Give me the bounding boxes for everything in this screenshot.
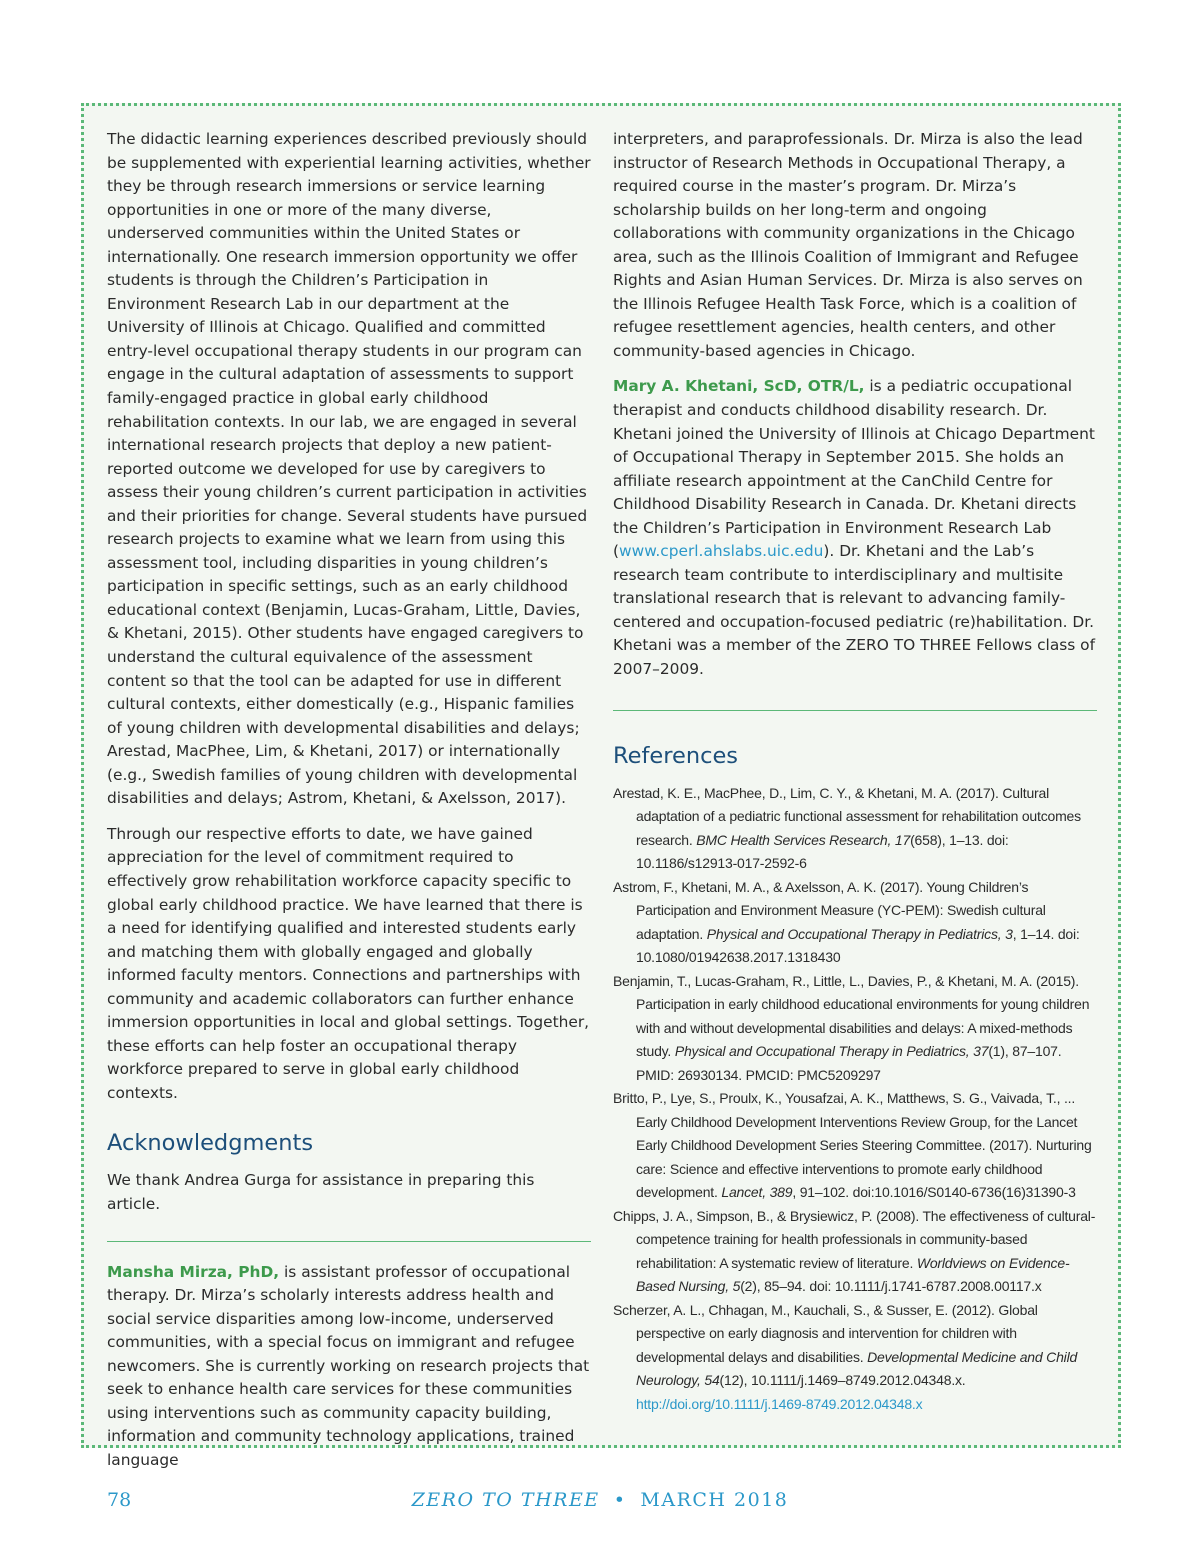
- author-name-khetani: Mary A. Khetani, ScD, OTR/L,: [613, 377, 865, 396]
- reference-text: Astrom, F., Khetani, M. A., & Axelsson, A. K. (2017). Young Children’s Participation and Environment Measure (YC-PEM): Swedish cultural adaptation.: [613, 878, 1046, 942]
- section-divider: [107, 1241, 591, 1242]
- reference-text: Chipps, J. A., Simpson, B., & Brysiewicz, P. (2008). The effectiveness of cultural-competence training for health professionals in community-based rehabilitation: A systematic review of literature.: [613, 1207, 1096, 1271]
- acknowledgments-heading: Acknowledgments: [107, 1130, 314, 1157]
- body-paragraph: Through our respective efforts to date, we have gained appreciation for the level of commitment required to effectively grow rehabilitation workforce capacity specific to global early childhood practice. We have learned that there is a need for identifying qualified and interested students early and matching them with globally engaged and globally informed faculty mentors. Connections and partnerships with community and academic collaborators can further enhance immersion opportunities in local and global settings. Together, these efforts can help foster an occupational therapy workforce prepared to serve in global early childhood contexts.: [107, 824, 590, 1102]
- acknowledgments-text: We thank Andrea Gurga for assistance in preparing this article.: [107, 1171, 535, 1213]
- page-footer: [0, 1489, 1200, 1519]
- bullet-separator: •: [613, 1489, 627, 1511]
- section-divider: [613, 710, 1097, 711]
- reference-text: Scherzer, A. L., Chhagan, M., Kauchali, S., & Susser, E. (2012). Global perspective on early diagnosis and intervention for children with developmental delays and disabilities.: [613, 1301, 1038, 1365]
- reference-text: (12), 10.1111/j.1469–8749.2012.04348.x.: [719, 1372, 966, 1389]
- author-bio-text: ). Dr. Khetani and the Lab’s research team contribute to interdisciplinary and multisite translational research that is relevant to advancing family-centered and occupation-focused pediatric (re)habilitation. Dr. Khetani was a member of the ZERO TO THREE Fellows class of 2007–2009.: [613, 542, 1096, 679]
- reference-entry: [613, 1205, 1097, 1299]
- reference-source: Developmental Medicine and Child Neurology, 54: [636, 1348, 1078, 1389]
- reference-entry: [613, 1299, 1097, 1417]
- author-bio-mirza: [107, 1261, 591, 1473]
- left-column: [107, 128, 591, 1484]
- reference-source: Physical and Occupational Therapy in Pediatrics, 37: [674, 1043, 989, 1060]
- author-bio-text: is a pediatric occupational therapist and conducts childhood disability research. Dr. Khetani joined the University of Illinois at Chicago Department of Occupational Therapy in September 2015. She holds an affiliate research appointment at the CanChild Centre for Childhood Disability Research in Canada. Dr. Khetani directs the Children’s Participation in Environment Research Lab (: [613, 377, 1095, 561]
- reference-source: Lancet, 389: [721, 1184, 793, 1201]
- reference-entry: [613, 970, 1097, 1088]
- journal-footer: [0, 1489, 1200, 1511]
- author-bio-khetani: [613, 375, 1097, 681]
- references-heading: References: [613, 742, 739, 769]
- issue-date: MARCH 2018: [640, 1489, 789, 1511]
- reference-source: BMC Health Services Research, 17: [696, 831, 911, 848]
- references-list: [613, 782, 1097, 1417]
- reference-entry: [613, 876, 1097, 970]
- reference-text: Benjamin, T., Lucas-Graham, R., Little, L., Davies, P., & Khetani, M. A. (2015). Participation in early childhood educational environments for young children with and without developmental disabilities and delays: A mixed-methods study.: [613, 972, 1090, 1060]
- reference-entry: [613, 782, 1097, 876]
- page-number: 78: [107, 1489, 132, 1511]
- reference-text: Arestad, K. E., MacPhee, D., Lim, C. Y., & Khetani, M. A. (2017). Cultural adaptation of a pediatric functional assessment for rehabilitation outcomes research.: [613, 784, 1081, 848]
- journal-name: ZERO TO THREE: [411, 1489, 600, 1511]
- author-bio-text: is assistant professor of occupational therapy. Dr. Mirza’s scholarly interests address health and social service disparities among low-income, underserved communities, with a special focus on immigrant and refugee newcomers. She is currently working on research projects that seek to enhance health care services for these communities using interventions such as community capacity building, information and community technology applications, trained language: [107, 1262, 590, 1469]
- reference-source: Worldviews on Evidence-Based Nursing, 5: [636, 1254, 1070, 1295]
- author-name-mirza: Mansha Mirza, PhD,: [107, 1262, 280, 1281]
- reference-link[interactable]: http://doi.org/10.1111/j.1469-8749.2012.04348.x: [636, 1395, 923, 1412]
- author-bio-mirza-continued: interpreters, and paraprofessionals. Dr. Mirza is also the lead instructor of Research Methods in Occupational Therapy, a required course in the master’s program. Dr. Mirza’s scholarship builds on her long-term and ongoing collaborations with community organizations in the Chicago area, such as the Illinois Coalition of Immigrant and Refugee Rights and Asian Human Services. Dr. Mirza is also serves on the Illinois Refugee Health Task Force, which is a coalition of refugee resettlement agencies, health centers, and other community-based agencies in Chicago.: [613, 130, 1083, 360]
- reference-text: (2), 85–94. doi: 10.1111/j.1741-6787.2008.00117.x: [740, 1278, 1042, 1295]
- reference-text: (658), 1–13. doi: 10.1186/s12913-017-2592-6: [636, 831, 1009, 872]
- body-paragraph: The didactic learning experiences described previously should be supplemented with experiential learning activities, whether they be through research immersions or service learning opportunities in one or more of the many diverse, underserved communities within the United States or internationally. One research immersion opportunity we offer students is through the Children’s Participation in Environment Research Lab in our department at the University of Illinois at Chicago. Qualified and committed entry-level occupational therapy students in our program can engage in the cultural adaptation of assessments to support family-engaged practice in global early childhood rehabilitation contexts. In our lab, we are engaged in several international research projects that deploy a new patient-reported outcome we developed for use by caregivers to assess their young children’s current participation in activities and their priorities for change. Several students have pursued research projects to examine what we learn from using this assessment tool, including disparities in young children’s participation in specific settings, such as an early childhood educational context (Benjamin, Lucas-Graham, Little, Davies, & Khetani, 2015). Other students have engaged caregivers to understand the cultural equivalence of the assessment content so that the tool can be adapted for use in different cultural contexts, either domestically (e.g., Hispanic families of young children with developmental disabilities and delays; Arestad, MacPhee, Lim, & Khetani, 2017) or internationally (e.g., Swedish families of young children with developmental disabilities and delays; Astrom, Khetani, & Axelsson, 2017).: [107, 130, 591, 808]
- reference-text: , 1–14. doi: 10.1080/01942638.2017.1318430: [636, 925, 1080, 966]
- reference-text: Britto, P., Lye, S., Proulx, K., Yousafzai, A. K., Matthews, S. G., Vaivada, T., ... Early Childhood Development Interventions Review Group, for the Lancet Early Childhood Development Series Steering Committee. (2017). Nurturing care: Science and effective interventions to promote early childhood development.: [613, 1090, 1092, 1201]
- reference-text: (1), 87–107. PMID: 26930134. PMCID: PMC5209297: [636, 1043, 1062, 1083]
- lab-website-link[interactable]: www.cperl.ahslabs.uic.edu: [619, 542, 824, 561]
- right-column: [613, 128, 1097, 1416]
- reference-text: , 91–102. doi:10.1016/S0140-6736(16)31390-3: [792, 1184, 1076, 1201]
- reference-entry: [613, 1087, 1097, 1205]
- reference-source: Physical and Occupational Therapy in Pediatrics, 3: [706, 925, 1013, 942]
